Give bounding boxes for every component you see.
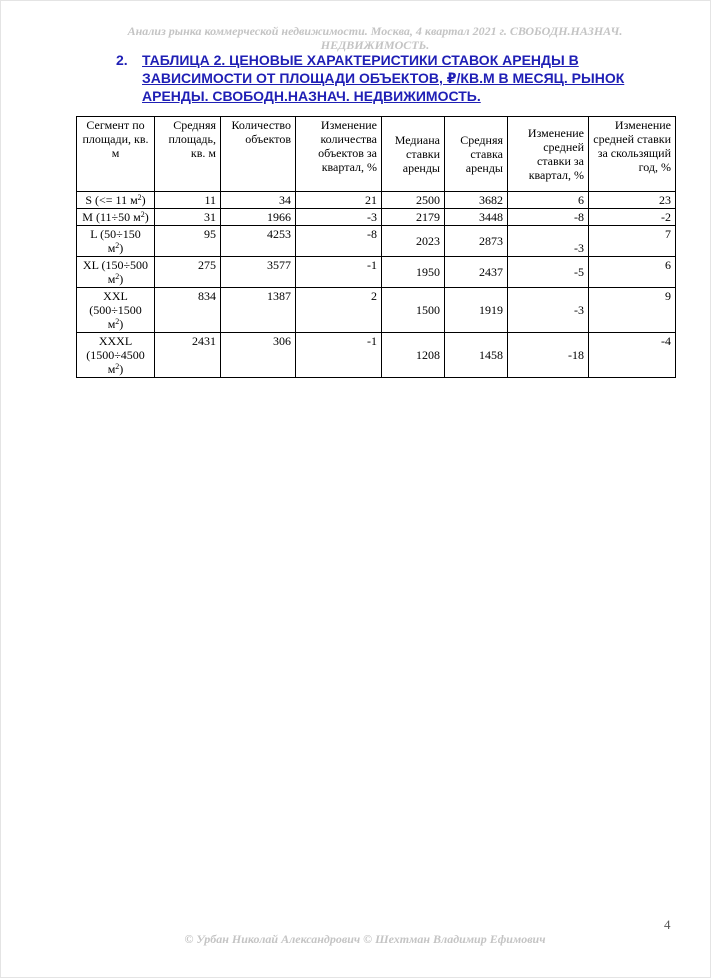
cell-segment: XXXL (1500÷4500 $м^2$) bbox=[77, 333, 155, 378]
superscript-two: 2 bbox=[115, 272, 120, 281]
col-header-rate-change-year: Изменение средней ставки за скользящий год, % bbox=[589, 117, 676, 192]
cell-rate-change-year: 7 bbox=[589, 226, 676, 257]
cell-avg-area: 275 bbox=[155, 257, 221, 288]
cell-count-change: -8 bbox=[296, 226, 382, 257]
running-header bbox=[110, 24, 640, 52]
table-title[interactable] bbox=[116, 51, 656, 105]
cell-count: 34 bbox=[221, 192, 296, 209]
cell-rate-change-quarter: -3 bbox=[508, 226, 589, 257]
col-header-rate-change-quarter: Изменение средней ставки за квартал, % bbox=[508, 117, 589, 192]
cell-rate-change-year: 23 bbox=[589, 192, 676, 209]
table-row bbox=[77, 257, 676, 288]
cell-avg-rate: 1919 bbox=[445, 288, 508, 333]
cell-segment: XXL (500÷1500 $м^2$) bbox=[77, 288, 155, 333]
col-header-segment: Сегмент по площади, кв. м bbox=[77, 117, 155, 192]
cell-segment: S (<= 11 $м^2$) bbox=[77, 192, 155, 209]
table-row bbox=[77, 288, 676, 333]
cell-count: 306 bbox=[221, 333, 296, 378]
running-header-line-2: НЕДВИЖИМОСТЬ. bbox=[320, 38, 430, 52]
cell-rate-change-quarter: -18 bbox=[508, 333, 589, 378]
col-header-avg-rate: Средняя ставка аренды bbox=[445, 117, 508, 192]
col-header-count-change: Изменение количества объектов за квартал, % bbox=[296, 117, 382, 192]
cell-avg-rate: 3448 bbox=[445, 209, 508, 226]
cell-count-change: -1 bbox=[296, 333, 382, 378]
cell-count: 1966 bbox=[221, 209, 296, 226]
cell-segment: L (50÷150 $м^2$) bbox=[77, 226, 155, 257]
cell-count: 3577 bbox=[221, 257, 296, 288]
cell-avg-rate: 2873 bbox=[445, 226, 508, 257]
cell-avg-rate: 1458 bbox=[445, 333, 508, 378]
cell-median-rate: 2023 bbox=[382, 226, 445, 257]
cell-count-change: -3 bbox=[296, 209, 382, 226]
rent-rates-table bbox=[76, 116, 676, 378]
cell-avg-rate: 2437 bbox=[445, 257, 508, 288]
col-header-avg-area: Средняя площадь, кв. м bbox=[155, 117, 221, 192]
table-row bbox=[77, 226, 676, 257]
table-row bbox=[77, 192, 676, 209]
cell-rate-change-year: 6 bbox=[589, 257, 676, 288]
superscript-two: 2 bbox=[115, 317, 120, 326]
cell-avg-rate: 3682 bbox=[445, 192, 508, 209]
cell-avg-area: 95 bbox=[155, 226, 221, 257]
page-footer: © Урбан Николай Александрович © Шехтман Владимир Ефимович bbox=[184, 932, 546, 946]
cell-avg-area: 31 bbox=[155, 209, 221, 226]
cell-rate-change-quarter: -8 bbox=[508, 209, 589, 226]
running-header-line-1: Анализ рынка коммерческой недвижимости. Москва, 4 квартал 2021 г. СВОБОДН.НАЗНАЧ. bbox=[127, 24, 623, 38]
col-header-median-rate: Медиана ставки аренды bbox=[382, 117, 445, 192]
cell-count: 4253 bbox=[221, 226, 296, 257]
superscript-two: 2 bbox=[115, 241, 120, 250]
table-header-row bbox=[77, 117, 676, 192]
cell-median-rate: 1208 bbox=[382, 333, 445, 378]
cell-rate-change-year: 9 bbox=[589, 288, 676, 333]
cell-median-rate: 2179 bbox=[382, 209, 445, 226]
cell-rate-change-year: -2 bbox=[589, 209, 676, 226]
table-row bbox=[77, 209, 676, 226]
superscript-two: 2 bbox=[140, 210, 145, 219]
cell-rate-change-quarter: 6 bbox=[508, 192, 589, 209]
cell-count: 1387 bbox=[221, 288, 296, 333]
col-header-count: Количество объектов bbox=[221, 117, 296, 192]
cell-count-change: 21 bbox=[296, 192, 382, 209]
cell-median-rate: 1950 bbox=[382, 257, 445, 288]
cell-segment: M (11÷50 $м^2$) bbox=[77, 209, 155, 226]
cell-rate-change-quarter: -5 bbox=[508, 257, 589, 288]
cell-segment: XL (150÷500 $м^2$) bbox=[77, 257, 155, 288]
page-number: 4 bbox=[664, 917, 671, 932]
table-row bbox=[77, 333, 676, 378]
cell-count-change: -1 bbox=[296, 257, 382, 288]
table-title-text[interactable]: ТАБЛИЦА 2. ЦЕНОВЫЕ ХАРАКТЕРИСТИКИ СТАВОК АРЕНДЫ В ЗАВИСИМОСТИ ОТ ПЛОЩАДИ ОБЪЕКТОВ, ₽/КВ.М В МЕСЯЦ. РЫНОК АРЕНДЫ. СВОБОДН.НАЗНАЧ. НЕДВИЖИМОСТЬ. bbox=[142, 52, 625, 104]
cell-count-change: 2 bbox=[296, 288, 382, 333]
cell-avg-area: 11 bbox=[155, 192, 221, 209]
cell-median-rate: 1500 bbox=[382, 288, 445, 333]
cell-avg-area: 2431 bbox=[155, 333, 221, 378]
cell-median-rate: 2500 bbox=[382, 192, 445, 209]
table-title-number: 2. bbox=[116, 52, 128, 68]
superscript-two: 2 bbox=[115, 362, 120, 371]
cell-rate-change-year: -4 bbox=[589, 333, 676, 378]
cell-avg-area: 834 bbox=[155, 288, 221, 333]
superscript-two: 2 bbox=[137, 193, 142, 202]
cell-rate-change-quarter: -3 bbox=[508, 288, 589, 333]
